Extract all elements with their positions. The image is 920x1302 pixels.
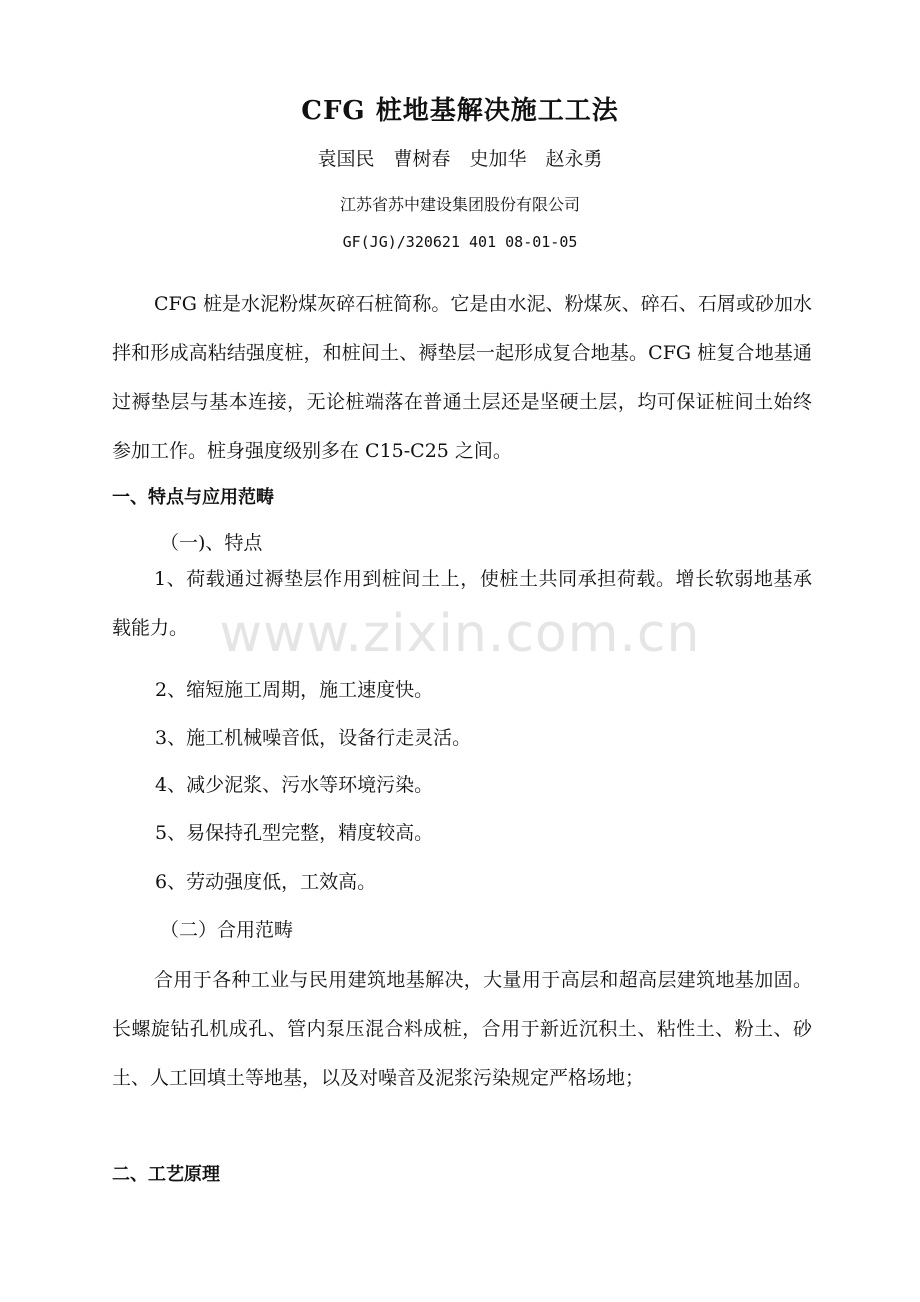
section1-sub2-heading: （二）合用范畴: [160, 919, 294, 941]
intro-paragraph: CFG 桩是水泥粉煤灰碎石桩简称。它是由水泥、粉煤灰、碎石、石屑或砂加水拌和形成高粘结强度桩，和桩间土、褥垫层一起形成复合地基。CFG 桩复合地基通过褥垫层与基本连接，无论桩端落在普通土层还是坚硬土层，均可保证桩间土始终参加工作。桩身强度级别多在 C15-C25 之间。: [112, 293, 812, 462]
list-item: 4、减少泥浆、污水等环境污染。: [155, 774, 434, 796]
section1-heading: 一、特点与应用范畴: [112, 487, 274, 508]
list-item: 2、缩短施工周期，施工速度快。: [155, 679, 434, 701]
list-item: 6、劳动强度低，工效高。: [155, 871, 377, 893]
section1-sub1-heading: （一)、特点: [160, 532, 263, 554]
list-item: 1、荷载通过褥垫层作用到桩间土上，使桩土共同承担荷载。增长软弱地基承载能力。: [112, 568, 812, 639]
watermark: www.zixin.com.cn: [219, 604, 701, 664]
authors-line: 袁国民 曹树春 史加华 赵永勇: [317, 148, 603, 170]
document-title: CFG 桩地基解决施工工法: [301, 96, 619, 126]
list-item: 5、易保持孔型完整，精度较高。: [155, 822, 434, 844]
scope-paragraph: 合用于各种工业与民用建筑地基解决，大量用于高层和超高层建筑地基加固。长螺旋钻孔机成孔、管内泵压混合料成桩，合用于新近沉积土、粘性土、粉土、砂土、人工回填土等地基，以及对噪音及泥浆污染规定严格场地；: [112, 969, 812, 1089]
document-code: GF(JG)/320621 401 08-01-05: [342, 233, 578, 251]
organization-line: 江苏省苏中建设集团股份有限公司: [339, 195, 580, 214]
list-item: 3、施工机械噪音低，设备行走灵活。: [155, 727, 472, 749]
section2-heading: 二、工艺原理: [112, 1164, 220, 1185]
